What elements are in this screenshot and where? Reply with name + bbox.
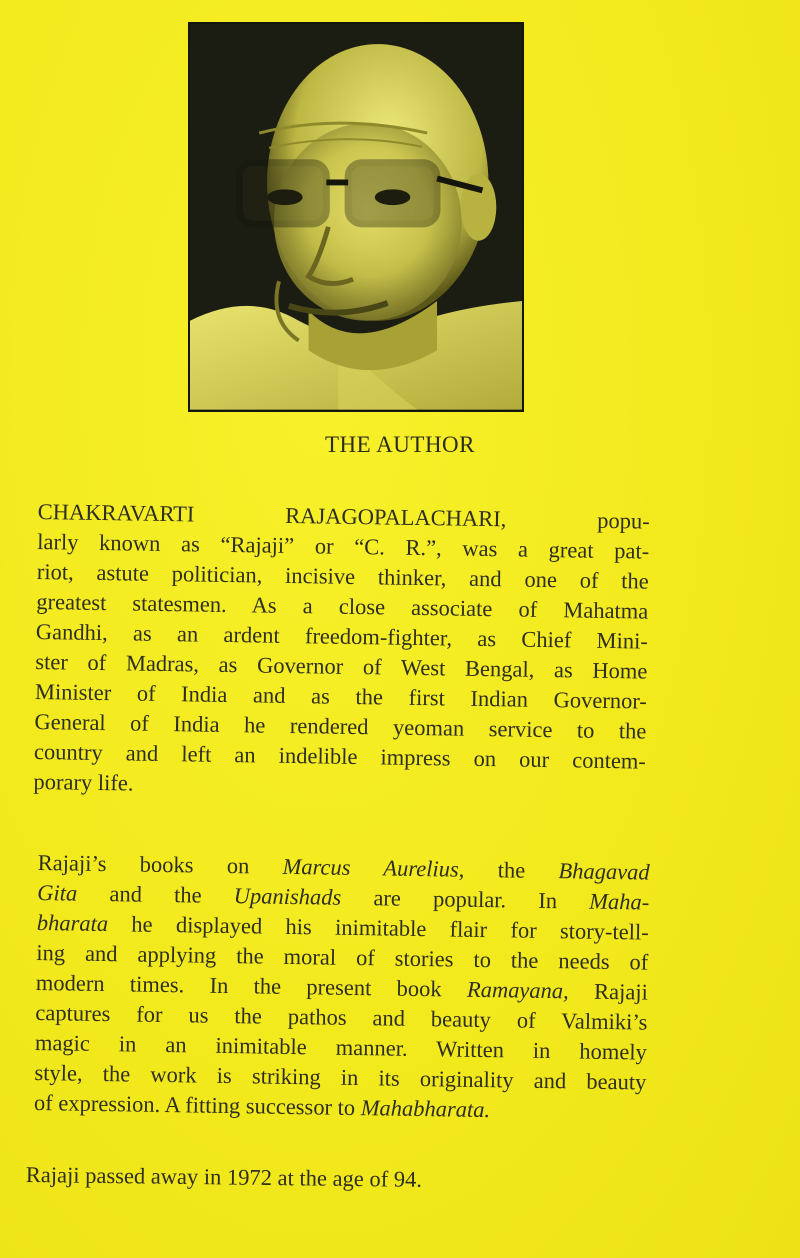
text-run: CHAKRAVARTI RAJAGOPALACHARI, popu-: [37, 498, 650, 534]
italic-title: Mahabharata.: [360, 1095, 491, 1123]
section-heading: THE AUTHOR: [324, 432, 476, 457]
text-run: Rajaji: [568, 978, 649, 1005]
text-run: larly known as “Rajaji” or “C. R.”, was a great pat-: [37, 528, 650, 564]
italic-title: Marcus Aurelius: [282, 853, 459, 882]
text-run: magic in an inimitable manner. Written in homely: [34, 1029, 648, 1065]
text-run: style, the work is striking in its originality and beauty: [34, 1059, 647, 1095]
text-run: country and left an indelible impress on our contem-: [33, 738, 647, 774]
text-run: ing and applying the moral of stories to the needs of: [36, 939, 649, 975]
italic-title: Bhagavad: [558, 858, 650, 885]
italic-title: Maha-: [589, 888, 650, 915]
text-run: Minister of India and as the first Indian Governor-: [34, 678, 648, 714]
text-run: , the: [458, 856, 559, 884]
text-run: Gandhi, as an ardent freedom-fighter, as Chief Mini-: [35, 618, 649, 654]
text-run: of expression. A fitting successor to: [33, 1089, 362, 1121]
paragraph-death: [26, 1160, 546, 1196]
italic-title: Gita: [37, 879, 78, 906]
text-run: and the: [77, 880, 234, 909]
italic-title: Ramayana,: [466, 976, 569, 1004]
text-line: [26, 1160, 546, 1196]
text-run: riot, astute politician, incisive thinker, and one of the: [36, 558, 649, 594]
text-run: ster of Madras, as Governor of West Bengal, as Home: [35, 648, 648, 684]
italic-title: Upanishads: [233, 883, 342, 910]
text-run: modern times. In the present book: [35, 969, 468, 1002]
text-run: Rajaji passed away in 1972 at the age of 94.: [25, 1161, 423, 1192]
author-portrait: [188, 22, 524, 412]
portrait-image: [190, 24, 522, 410]
text-run: porary life.: [33, 768, 134, 796]
paragraph-biography: [33, 497, 650, 807]
text-run: Rajaji’s books on: [37, 849, 283, 879]
text-run: greatest statesmen. As a close associate of Mahatma: [36, 588, 649, 624]
text-run: he displayed his inimitable flair for story-tell-: [107, 911, 649, 945]
text-run: captures for us the pathos and beauty of Valmiki’s: [35, 999, 648, 1035]
text-run: are popular. In: [341, 884, 590, 914]
text-run: General of India he rendered yeoman service to the: [34, 708, 647, 744]
italic-title: bharata: [36, 909, 109, 937]
paragraph-books: [34, 848, 650, 1128]
